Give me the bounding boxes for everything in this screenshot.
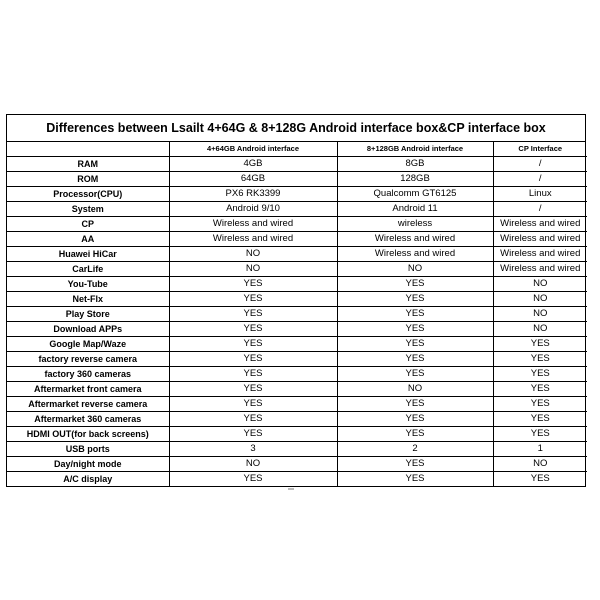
value-cp: YES: [493, 472, 587, 487]
value-cp: YES: [493, 412, 587, 427]
value-4-64gb: YES: [169, 412, 337, 427]
value-8-128gb: YES: [337, 292, 493, 307]
feature-cell: Aftermarket 360 cameras: [7, 412, 169, 427]
table-row: [7, 322, 587, 337]
value-4-64gb: YES: [169, 367, 337, 382]
table-row: [7, 202, 587, 217]
value-4-64gb: 4GB: [169, 157, 337, 172]
header-8-128gb: 8+128GB Android interface: [337, 142, 493, 157]
value-cp: NO: [493, 457, 587, 472]
value-4-64gb: YES: [169, 427, 337, 442]
table-row: [7, 157, 587, 172]
feature-cell: ROM: [7, 172, 169, 187]
value-8-128gb: YES: [337, 352, 493, 367]
value-8-128gb: YES: [337, 412, 493, 427]
header-row: [7, 142, 587, 157]
value-4-64gb: 64GB: [169, 172, 337, 187]
table-row: [7, 277, 587, 292]
value-cp: Linux: [493, 187, 587, 202]
value-4-64gb: NO: [169, 262, 337, 277]
table-row: [7, 382, 587, 397]
value-8-128gb: Qualcomm GT6125: [337, 187, 493, 202]
header-cp: CP Interface: [493, 142, 587, 157]
value-8-128gb: 2: [337, 442, 493, 457]
value-cp: YES: [493, 382, 587, 397]
table-row: [7, 397, 587, 412]
comparison-table: [7, 142, 587, 486]
value-4-64gb: YES: [169, 322, 337, 337]
feature-cell: USB ports: [7, 442, 169, 457]
value-4-64gb: YES: [169, 382, 337, 397]
value-4-64gb: NO: [169, 457, 337, 472]
table-title: Differences between Lsailt 4+64G & 8+128G Android interface box&CP interface box: [7, 115, 585, 142]
feature-cell: Day/night mode: [7, 457, 169, 472]
table-row: [7, 217, 587, 232]
value-cp: NO: [493, 307, 587, 322]
table-row: [7, 232, 587, 247]
value-cp: YES: [493, 397, 587, 412]
value-cp: NO: [493, 277, 587, 292]
value-8-128gb: 128GB: [337, 172, 493, 187]
value-4-64gb: Android 9/10: [169, 202, 337, 217]
table-row: [7, 247, 587, 262]
table-row: [7, 292, 587, 307]
table-row: [7, 352, 587, 367]
feature-cell: Download APPs: [7, 322, 169, 337]
value-8-128gb: NO: [337, 262, 493, 277]
feature-cell: Net-Flx: [7, 292, 169, 307]
value-cp: 1: [493, 442, 587, 457]
value-4-64gb: Wireless and wired: [169, 232, 337, 247]
value-cp: Wireless and wired: [493, 217, 587, 232]
table-row: [7, 172, 587, 187]
value-8-128gb: YES: [337, 397, 493, 412]
feature-cell: AA: [7, 232, 169, 247]
value-4-64gb: PX6 RK3399: [169, 187, 337, 202]
feature-cell: RAM: [7, 157, 169, 172]
feature-cell: System: [7, 202, 169, 217]
comparison-table-container: [6, 114, 586, 487]
value-4-64gb: Wireless and wired: [169, 217, 337, 232]
table-row: [7, 337, 587, 352]
table-row: [7, 442, 587, 457]
feature-cell: Processor(CPU): [7, 187, 169, 202]
value-8-128gb: YES: [337, 367, 493, 382]
feature-cell: CarLife: [7, 262, 169, 277]
value-cp: Wireless and wired: [493, 232, 587, 247]
value-8-128gb: wireless: [337, 217, 493, 232]
feature-cell: factory 360 cameras: [7, 367, 169, 382]
table-row: [7, 367, 587, 382]
value-cp: YES: [493, 367, 587, 382]
value-8-128gb: YES: [337, 322, 493, 337]
value-8-128gb: YES: [337, 457, 493, 472]
value-8-128gb: YES: [337, 277, 493, 292]
value-8-128gb: Android 11: [337, 202, 493, 217]
value-8-128gb: Wireless and wired: [337, 232, 493, 247]
feature-cell: Aftermarket front camera: [7, 382, 169, 397]
value-8-128gb: YES: [337, 427, 493, 442]
value-cp: /: [493, 157, 587, 172]
value-4-64gb: 3: [169, 442, 337, 457]
header-4-64gb: 4+64GB Android interface: [169, 142, 337, 157]
feature-cell: factory reverse camera: [7, 352, 169, 367]
value-4-64gb: YES: [169, 352, 337, 367]
feature-cell: Huawei HiCar: [7, 247, 169, 262]
value-4-64gb: YES: [169, 397, 337, 412]
feature-cell: HDMI OUT(for back screens): [7, 427, 169, 442]
table-row: [7, 307, 587, 322]
table-row: [7, 472, 587, 487]
feature-cell: Google Map/Waze: [7, 337, 169, 352]
table-row: [7, 427, 587, 442]
value-cp: NO: [493, 322, 587, 337]
feature-cell: Aftermarket reverse camera: [7, 397, 169, 412]
table-row: [7, 412, 587, 427]
value-8-128gb: YES: [337, 307, 493, 322]
value-4-64gb: YES: [169, 337, 337, 352]
value-cp: Wireless and wired: [493, 247, 587, 262]
feature-cell: Play Store: [7, 307, 169, 322]
feature-cell: A/C display: [7, 472, 169, 487]
value-4-64gb: YES: [169, 292, 337, 307]
value-cp: NO: [493, 292, 587, 307]
feature-cell: You-Tube: [7, 277, 169, 292]
table-row: [7, 457, 587, 472]
value-8-128gb: Wireless and wired: [337, 247, 493, 262]
value-8-128gb: YES: [337, 337, 493, 352]
table-row: [7, 262, 587, 277]
scan-mark: [288, 488, 294, 490]
value-cp: /: [493, 172, 587, 187]
value-cp: YES: [493, 337, 587, 352]
value-8-128gb: 8GB: [337, 157, 493, 172]
value-4-64gb: YES: [169, 307, 337, 322]
header-feature: [7, 142, 169, 157]
table-row: [7, 187, 587, 202]
feature-cell: CP: [7, 217, 169, 232]
value-8-128gb: YES: [337, 472, 493, 487]
value-cp: YES: [493, 427, 587, 442]
value-cp: Wireless and wired: [493, 262, 587, 277]
value-4-64gb: YES: [169, 472, 337, 487]
value-4-64gb: NO: [169, 247, 337, 262]
value-4-64gb: YES: [169, 277, 337, 292]
value-cp: YES: [493, 352, 587, 367]
value-cp: /: [493, 202, 587, 217]
value-8-128gb: NO: [337, 382, 493, 397]
